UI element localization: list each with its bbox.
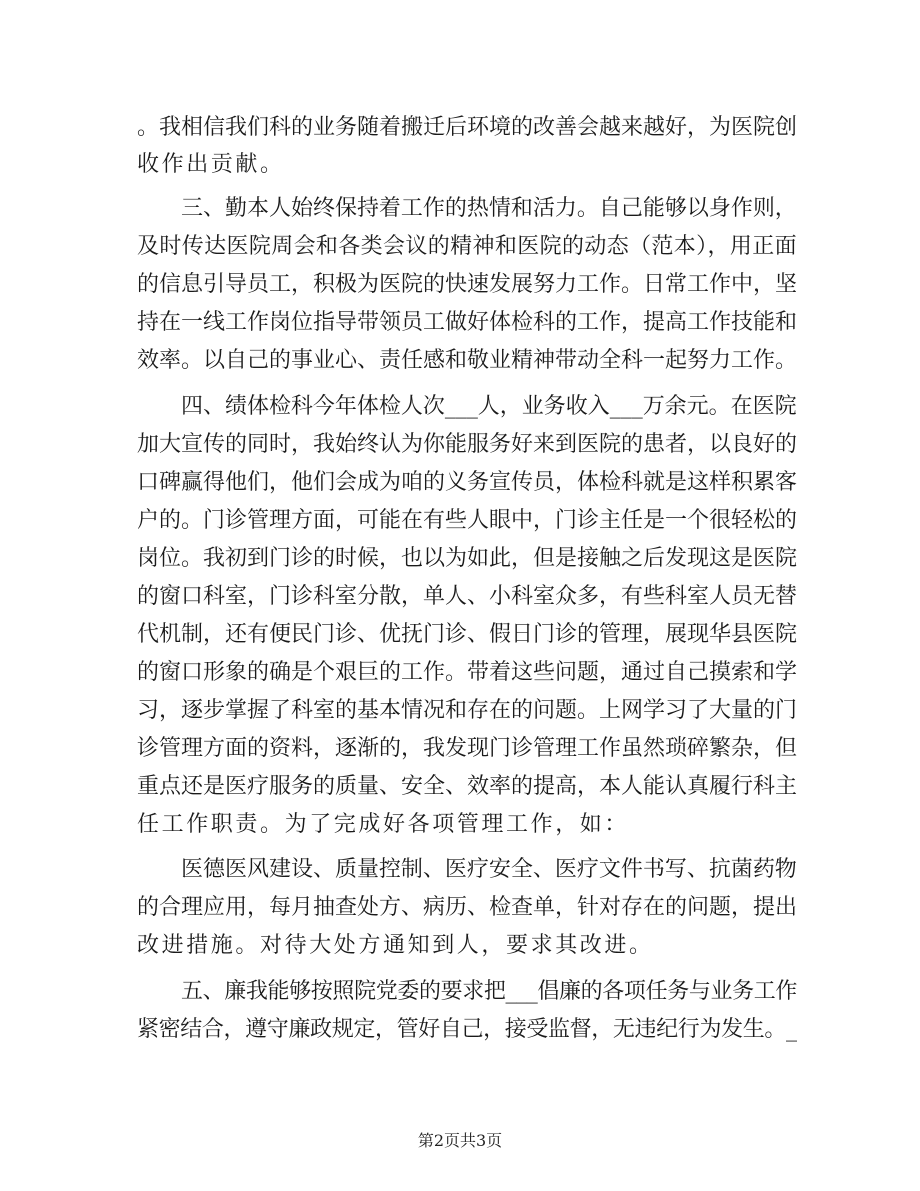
text-line: 及时传达医院周会和各类会议的精神和医院的动态（范本），用正面 (137, 234, 798, 259)
text-line: 加大宣传的同时，我始终认为你能服务好来到医院的患者，以良好的 (137, 432, 798, 457)
text-line: 的窗口形象的确是个艰巨的工作。带着这些问题，通过自己摸索和学 (137, 660, 798, 685)
text-line: 重点还是医疗服务的质量、安全、效率的提高，本人能认真履行科主 (137, 774, 798, 799)
text-line: 改进措施。对待大处方通知到人，要求其改进。 (137, 933, 654, 958)
text-line: 的信息引导员工，积极为医院的快速发展努力工作。日常工作中，坚 (137, 272, 798, 297)
text-line: 代机制，还有便民门诊、优抚门诊、假日门诊的管理，展现华县医院 (137, 622, 798, 647)
text-line: 岗位。我初到门诊的时候，也以为如此，但是接触之后发现这是医院 (137, 546, 798, 571)
text-line: 五、廉我能够按照院党委的要求把___倡廉的各项任务与业务工作 (181, 979, 798, 1004)
text-line: 口碑赢得他们，他们会成为咱的义务宣传员，体检科就是这样积累客 (137, 470, 798, 495)
text-line: 四、绩体检科今年体检人次___人，业务收入___万余元。在医院 (181, 394, 797, 419)
text-line: 收作出贡献。 (137, 152, 285, 177)
text-line: 的窗口科室，门诊科室分散，单人、小科室众多，有些科室人员无替 (137, 584, 798, 609)
text-line: 持在一线工作岗位指导带领员工做好体检科的工作，提高工作技能和 (137, 310, 798, 335)
text-line: 紧密结合，遵守廉政规定，管好自己，接受监督，无违纪行为发生。_ (137, 1017, 797, 1042)
text-line: 的合理应用，每月抽查处方、病历、检查单，针对存在的问题，提出 (137, 895, 798, 920)
text-line: 诊管理方面的资料，逐渐的，我发现门诊管理工作虽然琐碎繁杂，但 (137, 736, 798, 761)
text-line: 习，逐步掌握了科室的基本情况和存在的问题。上网学习了大量的门 (137, 698, 798, 723)
text-line: 三、勤本人始终保持着工作的热情和活力。自己能够以身作则， (181, 196, 797, 221)
text-line: 医德医风建设、质量控制、医疗安全、医疗文件书写、抗菌药物 (181, 857, 797, 882)
page-number-footer: 第2页共3页 (417, 1131, 503, 1150)
text-line: 户的。门诊管理方面，可能在有些人眼中，门诊主任是一个很轻松的 (137, 508, 798, 533)
text-line: 。我相信我们科的业务随着搬迁后环境的改善会越来越好，为医院创 (137, 115, 798, 140)
text-line: 任工作职责。为了完成好各项管理工作，如： (137, 812, 630, 837)
text-line: 效率。以自己的事业心、责任感和敬业精神带动全科一起努力工作。 (137, 348, 798, 373)
